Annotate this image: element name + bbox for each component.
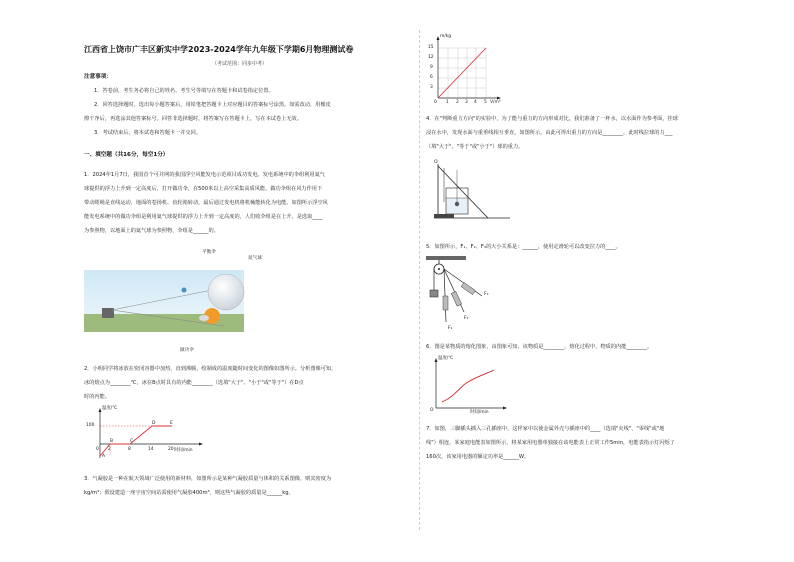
- q3-line: 3．气凝胶是一种在航天领域广泛使用的新材料，如图所示是某种气凝胶质量与体积的关系图像，则其密度为: [84, 476, 332, 482]
- notice-item: 擦干净后，再选涂其他答案标号。回答非选择题时，将答案写在答题卡上，写在本试卷上无效。: [84, 116, 302, 122]
- notice-item: 2．回答选择题时，选出每小题答案后，用铅笔把答题卡上对应题目的答案标号涂黑。如需改动，用橡皮: [94, 102, 331, 108]
- q3-xtick: 5: [484, 100, 487, 105]
- q3-ytick: 15: [428, 45, 434, 50]
- force-label: F₃: [484, 292, 489, 297]
- q1-line: 球提供的浮力上升到一定高度后，打开做功伞，在500米以上高空采集高质风能。做功伞组在风力作用下: [84, 186, 323, 192]
- q3-xtick: 3: [465, 100, 468, 105]
- q2-ylabel: 温度/℃: [102, 406, 118, 411]
- q7-line: 7．如图，三脚插头插入三孔插座中，这样家中以使金属外壳与插座中的____（选填"火线"、"零线"或"地: [426, 426, 665, 432]
- melting-chart: [430, 356, 510, 416]
- page-title: 江西省上饶市广丰区新实中学2023-2024学年九年级下学期6月物理测试卷: [84, 45, 354, 54]
- q6-ylabel: 温度/℃: [438, 356, 454, 361]
- heating-curve-chart: [86, 406, 210, 468]
- notice-item: 1．答卷前，考生务必将自己的姓名、考生号等填写在答题卡和试卷指定位置。: [94, 88, 274, 94]
- q3-line: kg/m³；假设建造一座宇宙空间站需使用气凝胶400m³，则这些气凝胶的质量是______kg。: [84, 490, 294, 496]
- mass-volume-chart: [426, 34, 506, 108]
- q2-line: 2．小明同学将冰放在密闭容器中加热，直到沸腾，绘制成的温度随时间变化的图像如图所示。分析图像可知，: [84, 366, 337, 372]
- plumb-line-figure: [432, 158, 512, 222]
- q1-line: 1．2024年1月7日，我国首个可并网的我国浮空风能发电示范项目成功发电。发电系统中的伞组利用氦气: [84, 172, 325, 178]
- section-heading: 一、填空题（共16分，每空1分）: [84, 152, 169, 158]
- q3-ytick: 9: [430, 65, 433, 70]
- q2-point: A: [102, 454, 106, 459]
- work-umbrella-label: 做功伞: [180, 348, 194, 353]
- column-divider: [419, 30, 420, 530]
- notice-heading: 注意事项：: [84, 74, 112, 80]
- q1-line: 带动缆绳是直线运动，地面的卷扬机、齿轮箱转动，最后通过发电机将机械能转化为电能。如图所示浮空风: [84, 200, 328, 206]
- q3-ytick: 3: [430, 85, 433, 90]
- q4-line: （填"大于"、"等于"或"小于"）球的重力。: [426, 144, 524, 150]
- parachute-label: 平衡伞: [202, 250, 216, 255]
- q6-line: 6．图是某物质的熔化图象，由图象可知，该物质是________，熔化过程中，物质的内能________。: [426, 344, 653, 350]
- q7-line: 线"）相连，某家庭电能表如图所示，将某家用电器单独接在该电能表上正常工作5min，电能表指示灯闪烁了: [426, 440, 675, 446]
- q1-line: 能发电系统中的做功伞组是利用氦气球提供的浮力上升到一定高度的，人们收伞组是在上升，是选取____: [84, 214, 323, 220]
- q5-line: 5．如图所示，F₁、F₂、F₃的大小关系是：______，使用定滑轮可以改变拉力的____。: [426, 244, 621, 250]
- q4-line: 浸在水中，发现水面与重垂线相互垂直，如图所示。由此可得出重力的方向是________，此时线拉球的力___: [426, 130, 673, 136]
- q2-xtick: 0: [96, 447, 99, 452]
- q3-ytick: 0: [434, 100, 437, 105]
- q2-point: D: [152, 421, 156, 426]
- q2-line: 时的内能。: [84, 394, 110, 400]
- force-label: F₁: [448, 326, 453, 331]
- pulley-figure: [426, 256, 526, 336]
- wind-energy-figure: [84, 248, 324, 358]
- page-subtitle: （考试范围：同步中考）: [212, 61, 268, 67]
- q2-point: E: [170, 421, 173, 426]
- q3-xtick: 1: [446, 100, 449, 105]
- q7-line: 160次，该家用电器的额定功率是______W。: [426, 454, 530, 460]
- q2-point: C: [130, 439, 134, 444]
- q2-xtick: 8: [128, 447, 131, 452]
- q1-line: 为参照物，以地面上的氦气球为参照物，伞组是______的。: [84, 228, 219, 234]
- q2-ytick: 100: [86, 423, 95, 428]
- q2-xtick: 14: [148, 447, 154, 452]
- q2-xtick: 2: [108, 447, 111, 452]
- q2-point: B: [110, 439, 114, 444]
- q3-ytick: 12: [428, 55, 434, 60]
- q2-xtick: 20: [168, 447, 174, 452]
- q3-ytick: 6: [430, 75, 433, 80]
- q3-ylabel: m/kg: [440, 34, 452, 39]
- q4-point-o: O: [434, 160, 438, 165]
- balloon-label: 氦气球: [248, 256, 262, 261]
- q4-line: 4．在"判断重力方向"的实验中，为了能与重力的方向形成对比，我们准备了一杯水，以水面作为参考面，挂球: [426, 116, 678, 122]
- q3-xtick: 2: [456, 100, 459, 105]
- q3-xtick: 4: [474, 100, 477, 105]
- q6-xlabel: 时间/min: [470, 410, 489, 415]
- q6-origin: O: [430, 408, 434, 413]
- notice-item: 3．考试结束后，将本试卷和答题卡一并交回。: [94, 130, 202, 136]
- q3-xlabel: V/m³: [490, 100, 501, 105]
- q2-line: 冰的熔点为________℃，冰在B点时具有的内能________（选填"大于"、"小于"或"等于"）在D点: [84, 380, 304, 386]
- force-label: F₂: [464, 316, 469, 321]
- q2-xlabel: 时间/min: [174, 448, 193, 453]
